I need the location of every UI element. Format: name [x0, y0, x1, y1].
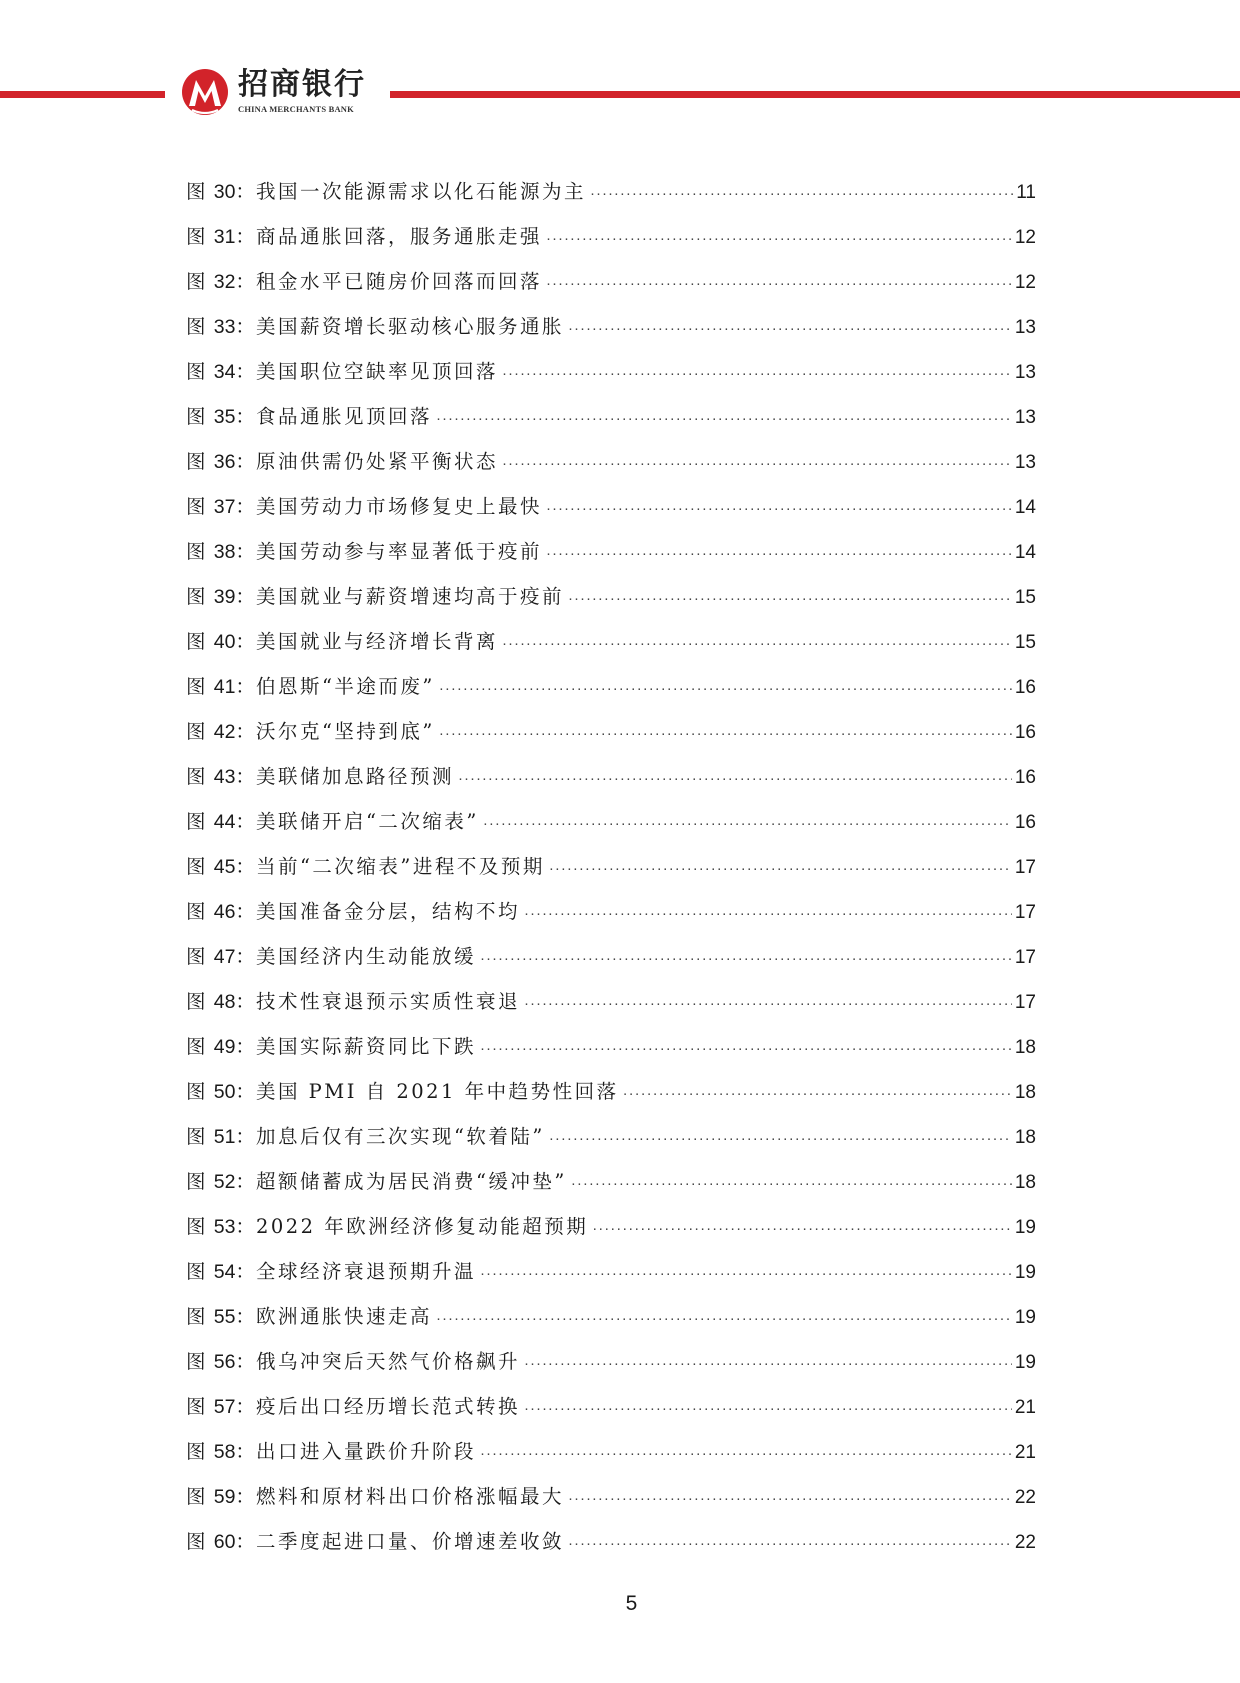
- toc-entry[interactable]: [186, 1525, 1036, 1570]
- brand-name-cn: 招商银行: [238, 67, 366, 102]
- toc-entry-leader: [483, 807, 1012, 841]
- toc-entry-prefix: 图: [186, 1350, 207, 1373]
- toc-entry[interactable]: [186, 1120, 1036, 1165]
- toc-entry-prefix: 图: [186, 630, 207, 653]
- figure-table-of-contents: [186, 175, 1036, 1570]
- toc-entry-prefix: 图: [186, 1530, 207, 1553]
- toc-entry[interactable]: [186, 535, 1036, 580]
- toc-entry-page: 13: [1014, 317, 1036, 338]
- toc-entry-number: 48: [213, 991, 236, 1013]
- toc-entry-title: 原油供需仍处紧平衡状态: [255, 450, 498, 473]
- toc-entry-prefix: 图: [186, 1485, 207, 1508]
- toc-entry-page: 18: [1014, 1172, 1036, 1193]
- toc-entry-label: 图 41：: [186, 675, 256, 698]
- toc-entry[interactable]: [186, 1255, 1036, 1300]
- toc-entry-number: 34: [213, 361, 236, 383]
- toc-entry-label: 图 57：: [186, 1395, 256, 1418]
- toc-entry-title: 沃尔克“坚持到底”: [255, 720, 435, 743]
- toc-entry-prefix: 图: [186, 810, 207, 833]
- toc-entry-label: 图 59：: [186, 1485, 256, 1508]
- toc-entry-leader: [524, 897, 1012, 931]
- toc-entry-title: 当前“二次缩表”进程不及预期: [255, 855, 545, 878]
- toc-entry-number: 57: [213, 1396, 236, 1418]
- toc-entry[interactable]: [186, 1030, 1036, 1075]
- toc-entry-label: 图 51：: [186, 1125, 256, 1148]
- toc-entry-page: 19: [1014, 1217, 1036, 1238]
- toc-entry-prefix: 图: [186, 270, 207, 293]
- toc-entry-title: 超额储蓄成为居民消费“缓冲垫”: [255, 1170, 567, 1193]
- toc-entry-label: 图 39：: [186, 585, 256, 608]
- toc-entry[interactable]: [186, 895, 1036, 940]
- toc-entry[interactable]: [186, 940, 1036, 985]
- toc-entry-prefix: 图: [186, 1395, 207, 1418]
- toc-entry-number: 43: [213, 766, 236, 788]
- toc-entry-title: 我国一次能源需求以化石能源为主: [255, 180, 586, 203]
- toc-entry[interactable]: [186, 310, 1036, 355]
- toc-entry[interactable]: [186, 175, 1036, 220]
- toc-entry[interactable]: [186, 490, 1036, 535]
- toc-entry[interactable]: [186, 670, 1036, 715]
- toc-entry[interactable]: [186, 1345, 1036, 1390]
- toc-entry-prefix: 图: [186, 585, 207, 608]
- toc-entry-label: 图 46：: [186, 900, 256, 923]
- header-rule-right: [390, 91, 1240, 98]
- toc-entry-leader: [549, 852, 1012, 886]
- toc-entry-number: 60: [213, 1531, 236, 1553]
- toc-entry-label: 图 34：: [186, 360, 256, 383]
- toc-entry-label: 图 56：: [186, 1350, 256, 1373]
- toc-entry-label: 图 31：: [186, 225, 256, 248]
- toc-entry[interactable]: [186, 1390, 1036, 1435]
- toc-entry-page: 12: [1014, 227, 1036, 248]
- toc-entry-leader: [480, 1032, 1012, 1066]
- toc-entry-prefix: 图: [186, 225, 207, 248]
- toc-entry-page: 17: [1014, 857, 1036, 878]
- toc-entry-page: 21: [1014, 1397, 1036, 1418]
- toc-entry-number: 41: [213, 676, 236, 698]
- toc-entry[interactable]: [186, 985, 1036, 1030]
- toc-entry-label: 图 33：: [186, 315, 256, 338]
- toc-entry-number: 40: [213, 631, 236, 653]
- toc-entry-number: 45: [213, 856, 236, 878]
- toc-entry-number: 38: [213, 541, 236, 563]
- toc-entry-title: 技术性衰退预示实质性衰退: [255, 990, 520, 1013]
- toc-entry-page: 13: [1014, 362, 1036, 383]
- toc-entry-label: 图 55：: [186, 1305, 256, 1328]
- toc-entry-title: 燃料和原材料出口价格涨幅最大: [255, 1485, 564, 1508]
- toc-entry-label: 图 58：: [186, 1440, 256, 1463]
- toc-entry-prefix: 图: [186, 315, 207, 338]
- toc-entry[interactable]: [186, 715, 1036, 760]
- toc-entry-label: 图 36：: [186, 450, 256, 473]
- toc-entry-leader: [436, 1302, 1012, 1336]
- toc-entry-page: 19: [1014, 1262, 1036, 1283]
- toc-entry-number: 37: [213, 496, 236, 518]
- toc-entry-prefix: 图: [186, 1170, 207, 1193]
- toc-entry-title: 美国就业与薪资增速均高于疫前: [255, 585, 564, 608]
- toc-entry-leader: [524, 1347, 1012, 1381]
- toc-entry-number: 32: [213, 271, 236, 293]
- toc-entry[interactable]: [186, 850, 1036, 895]
- toc-entry-prefix: 图: [186, 1215, 207, 1238]
- toc-entry-leader: [502, 357, 1012, 391]
- toc-entry-label: 图 37：: [186, 495, 256, 518]
- toc-entry-title: 美国就业与经济增长背离: [255, 630, 498, 653]
- toc-entry-title: 疫后出口经历增长范式转换: [255, 1395, 520, 1418]
- toc-entry-leader: [546, 267, 1012, 301]
- toc-entry-title: 美国准备金分层，结构不均: [255, 900, 520, 923]
- toc-entry-leader: [458, 762, 1012, 796]
- toc-entry-prefix: 图: [186, 1080, 207, 1103]
- toc-entry-label: 图 30：: [186, 180, 256, 203]
- toc-entry-number: 53: [213, 1216, 236, 1238]
- toc-entry-number: 42: [213, 721, 236, 743]
- toc-entry-page: 16: [1014, 767, 1036, 788]
- toc-entry-prefix: 图: [186, 1440, 207, 1463]
- toc-entry-prefix: 图: [186, 405, 207, 428]
- toc-entry-label: 图 60：: [186, 1530, 256, 1553]
- toc-entry-prefix: 图: [186, 675, 207, 698]
- toc-entry-label: 图 49：: [186, 1035, 256, 1058]
- toc-entry-title: 伯恩斯“半途而废”: [255, 675, 435, 698]
- toc-entry-title: 2022 年欧洲经济修复动能超预期: [255, 1215, 589, 1238]
- toc-entry-leader: [623, 1077, 1012, 1111]
- toc-entry-prefix: 图: [186, 990, 207, 1013]
- toc-entry-leader: [546, 537, 1012, 571]
- toc-entry-number: 54: [213, 1261, 236, 1283]
- toc-entry-page: 18: [1014, 1127, 1036, 1148]
- toc-entry[interactable]: [186, 760, 1036, 805]
- toc-entry-leader: [439, 717, 1012, 751]
- toc-entry-number: 50: [213, 1081, 236, 1103]
- toc-entry[interactable]: [186, 265, 1036, 310]
- toc-entry-label: 图 44：: [186, 810, 256, 833]
- toc-entry-page: 11: [1016, 182, 1036, 203]
- toc-entry-title: 二季度起进口量、价增速差收敛: [255, 1530, 564, 1553]
- toc-entry-title: 美国实际薪资同比下跌: [255, 1035, 476, 1058]
- toc-entry-leader: [568, 312, 1012, 346]
- toc-entry-leader: [546, 222, 1012, 256]
- toc-entry-number: 31: [213, 226, 236, 248]
- toc-entry-title: 出口进入量跌价升阶段: [255, 1440, 476, 1463]
- toc-entry-leader: [592, 1212, 1012, 1246]
- toc-entry-label: 图 48：: [186, 990, 256, 1013]
- toc-entry-label: 图 43：: [186, 765, 256, 788]
- toc-entry-leader: [568, 582, 1012, 616]
- toc-entry-page: 13: [1014, 407, 1036, 428]
- toc-entry-page: 16: [1014, 722, 1036, 743]
- toc-entry-title: 美国职位空缺率见顶回落: [255, 360, 498, 383]
- toc-entry-leader: [502, 627, 1012, 661]
- toc-entry-page: 18: [1014, 1037, 1036, 1058]
- toc-entry-page: 15: [1014, 632, 1036, 653]
- toc-entry-label: 图 38：: [186, 540, 256, 563]
- toc-entry-number: 51: [213, 1126, 236, 1148]
- toc-entry-prefix: 图: [186, 765, 207, 788]
- toc-entry-title: 美联储开启“二次缩表”: [255, 810, 479, 833]
- toc-entry[interactable]: [186, 1435, 1036, 1480]
- toc-entry-number: 56: [213, 1351, 236, 1373]
- toc-entry[interactable]: [186, 1075, 1036, 1120]
- toc-entry-label: 图 53：: [186, 1215, 256, 1238]
- toc-entry-prefix: 图: [186, 180, 207, 203]
- toc-entry[interactable]: [186, 400, 1036, 445]
- toc-entry-page: 19: [1014, 1307, 1036, 1328]
- toc-entry-leader: [502, 447, 1012, 481]
- toc-entry-title: 美国劳动参与率显著低于疫前: [255, 540, 542, 563]
- toc-entry-prefix: 图: [186, 900, 207, 923]
- toc-entry-leader: [480, 942, 1012, 976]
- toc-entry-prefix: 图: [186, 945, 207, 968]
- toc-entry-number: 59: [213, 1486, 236, 1508]
- toc-entry-label: 图 47：: [186, 945, 256, 968]
- toc-entry-leader: [480, 1257, 1012, 1291]
- toc-entry-number: 30: [213, 181, 236, 203]
- toc-entry-number: 46: [213, 901, 236, 923]
- toc-entry-number: 39: [213, 586, 236, 608]
- toc-entry-prefix: 图: [186, 720, 207, 743]
- toc-entry[interactable]: [186, 580, 1036, 625]
- toc-entry-page: 22: [1014, 1532, 1036, 1553]
- toc-entry-page: 21: [1014, 1442, 1036, 1463]
- toc-entry-leader: [436, 402, 1012, 436]
- toc-entry-leader: [590, 177, 1013, 211]
- toc-entry-number: 44: [213, 811, 236, 833]
- toc-entry[interactable]: [186, 1300, 1036, 1345]
- toc-entry-page: 19: [1014, 1352, 1036, 1373]
- toc-entry[interactable]: [186, 445, 1036, 490]
- toc-entry-title: 美国劳动力市场修复史上最快: [255, 495, 542, 518]
- toc-entry-prefix: 图: [186, 1125, 207, 1148]
- toc-entry[interactable]: [186, 1165, 1036, 1210]
- toc-entry-prefix: 图: [186, 1305, 207, 1328]
- toc-entry-prefix: 图: [186, 1035, 207, 1058]
- brand-name-en: CHINA MERCHANTS BANK: [238, 104, 354, 114]
- toc-entry-title: 商品通胀回落，服务通胀走强: [255, 225, 542, 248]
- toc-entry-title: 美国薪资增长驱动核心服务通胀: [255, 315, 564, 338]
- toc-entry-prefix: 图: [186, 495, 207, 518]
- toc-entry-page: 17: [1014, 902, 1036, 923]
- toc-entry-title: 食品通胀见顶回落: [255, 405, 432, 428]
- toc-entry-label: 图 35：: [186, 405, 256, 428]
- toc-entry-number: 49: [213, 1036, 236, 1058]
- toc-entry-label: 图 32：: [186, 270, 256, 293]
- toc-entry-title: 加息后仅有三次实现“软着陆”: [255, 1125, 545, 1148]
- toc-entry-number: 47: [213, 946, 236, 968]
- toc-entry-prefix: 图: [186, 855, 207, 878]
- toc-entry-page: 15: [1014, 587, 1036, 608]
- toc-entry-title: 美国 PMI 自 2021 年中趋势性回落: [255, 1080, 619, 1103]
- toc-entry-prefix: 图: [186, 1260, 207, 1283]
- toc-entry-number: 52: [213, 1171, 236, 1193]
- toc-entry[interactable]: [186, 220, 1036, 265]
- cmb-logo-icon: [180, 66, 230, 118]
- toc-entry-title: 欧洲通胀快速走高: [255, 1305, 432, 1328]
- toc-entry-page: 17: [1014, 947, 1036, 968]
- toc-entry-page: 14: [1014, 542, 1036, 563]
- toc-entry-leader: [549, 1122, 1012, 1156]
- toc-entry-number: 33: [213, 316, 236, 338]
- toc-entry-page: 16: [1014, 677, 1036, 698]
- toc-entry-prefix: 图: [186, 360, 207, 383]
- toc-entry-title: 俄乌冲突后天然气价格飙升: [255, 1350, 520, 1373]
- toc-entry-leader: [546, 492, 1012, 526]
- toc-entry-number: 58: [213, 1441, 236, 1463]
- toc-entry-leader: [480, 1437, 1012, 1471]
- toc-entry-leader: [439, 672, 1012, 706]
- page-header: [0, 0, 1240, 130]
- toc-entry[interactable]: [186, 1480, 1036, 1525]
- toc-entry-leader: [568, 1482, 1012, 1516]
- toc-entry[interactable]: [186, 355, 1036, 400]
- toc-entry-page: 14: [1014, 497, 1036, 518]
- toc-entry[interactable]: [186, 1210, 1036, 1255]
- toc-entry-number: 55: [213, 1306, 236, 1328]
- toc-entry-page: 13: [1014, 452, 1036, 473]
- toc-entry-label: 图 52：: [186, 1170, 256, 1193]
- toc-entry-label: 图 54：: [186, 1260, 256, 1283]
- toc-entry-leader: [524, 1392, 1012, 1426]
- page-number: 5: [625, 1592, 638, 1615]
- toc-entry-page: 18: [1014, 1082, 1036, 1103]
- toc-entry-title: 美国经济内生动能放缓: [255, 945, 476, 968]
- toc-entry-page: 16: [1014, 812, 1036, 833]
- toc-entry-prefix: 图: [186, 450, 207, 473]
- toc-entry-label: 图 42：: [186, 720, 256, 743]
- toc-entry-title: 美联储加息路径预测: [255, 765, 454, 788]
- toc-entry-title: 租金水平已随房价回落而回落: [255, 270, 542, 293]
- toc-entry-number: 36: [213, 451, 236, 473]
- toc-entry-page: 22: [1014, 1487, 1036, 1508]
- toc-entry-number: 35: [213, 406, 236, 428]
- toc-entry-leader: [524, 987, 1012, 1021]
- toc-entry[interactable]: [186, 805, 1036, 850]
- header-rule-left: [0, 91, 165, 98]
- toc-entry-label: 图 50：: [186, 1080, 256, 1103]
- toc-entry-label: 图 45：: [186, 855, 256, 878]
- toc-entry-leader: [568, 1527, 1012, 1561]
- toc-entry-label: 图 40：: [186, 630, 256, 653]
- toc-entry-page: 17: [1014, 992, 1036, 1013]
- toc-entry[interactable]: [186, 625, 1036, 670]
- toc-entry-page: 12: [1014, 272, 1036, 293]
- toc-entry-prefix: 图: [186, 540, 207, 563]
- toc-entry-title: 全球经济衰退预期升温: [255, 1260, 476, 1283]
- toc-entry-leader: [571, 1167, 1012, 1201]
